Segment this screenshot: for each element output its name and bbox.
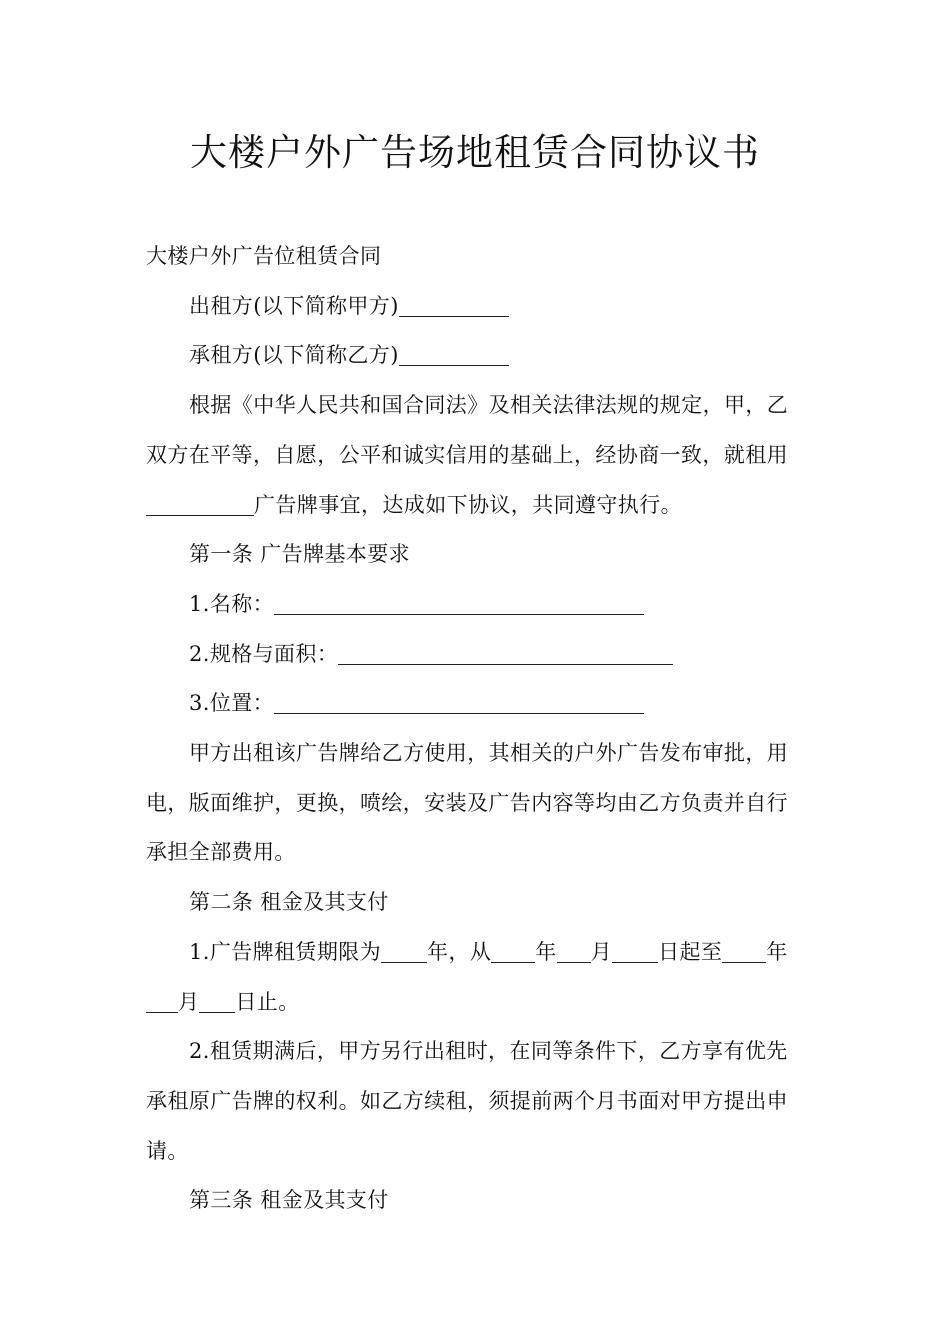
lease-term-line (146, 928, 808, 1027)
start-day-blank (612, 940, 658, 963)
document-title: 大楼户外广告场地租赁合同协议书 (190, 131, 760, 174)
preamble-paragraph (146, 381, 808, 530)
term-years-blank (381, 940, 427, 963)
lessee-blank (399, 343, 509, 366)
preamble-text-b: 广告牌事宜，达成如下协议，共同遵守执行。 (254, 492, 682, 517)
item-name-blank (274, 592, 644, 615)
preamble-text-a: 根据《中华人民共和国合同法》及相关法律法规的规定，甲，乙双方在平等，自愿，公平和诚实信用的基础上，经协商一致，就租用 (146, 393, 789, 467)
item-location-label: 3.位置： (189, 691, 275, 716)
term-text-f: 年 (766, 939, 788, 964)
term-text-g: 月 (178, 989, 200, 1014)
term-text-b: 年，从 (427, 939, 492, 964)
contract-subtitle: 大楼户外广告位租赁合同 (146, 244, 382, 268)
item-size-blank (338, 642, 673, 665)
term-text-h: 日止。 (235, 989, 300, 1014)
start-year-blank (491, 940, 535, 963)
lessee-line (146, 331, 808, 381)
item-location-blank (274, 691, 644, 714)
term-text-d: 月 (590, 939, 613, 964)
item-name-label: 1.名称： (189, 591, 275, 616)
item-size-line (146, 630, 808, 680)
item-location-line (146, 679, 808, 729)
article-1-title: 第一条 广告牌基本要求 (189, 542, 411, 567)
end-month-blank (146, 990, 178, 1013)
lessee-label: 承租方(以下简称乙方) (189, 343, 399, 368)
document-body (146, 232, 808, 1226)
end-year-blank (722, 940, 766, 963)
renewal-paragraph: 2.租赁期满后，甲方另行出租时，在同等条件下，乙方享有优先承租原广告牌的权利。如乙方续租，须提前两个月书面对甲方提出申请。 (146, 1039, 788, 1163)
term-text-e: 日起至 (658, 939, 723, 964)
end-day-blank (199, 990, 235, 1013)
item-name-line (146, 580, 808, 630)
lessor-blank (399, 294, 509, 317)
term-text-a: 1.广告牌租赁期限为 (189, 939, 382, 964)
term-text-c: 年 (535, 939, 557, 964)
item-size-label: 2.规格与面积： (189, 641, 339, 666)
article-2-title: 第二条 租金及其支付 (189, 890, 389, 915)
article-3-title: 第三条 租金及其支付 (189, 1188, 389, 1213)
billboard-blank (146, 493, 254, 516)
article-1-body: 甲方出租该广告牌给乙方使用，其相关的户外广告发布审批，用电，版面维护，更换，喷绘，安装及广告内容等均由乙方负责并自行承担全部费用。 (146, 741, 789, 865)
lessor-label: 出租方(以下简称甲方) (189, 293, 399, 318)
start-month-blank (557, 940, 591, 963)
lessor-line (146, 282, 808, 332)
